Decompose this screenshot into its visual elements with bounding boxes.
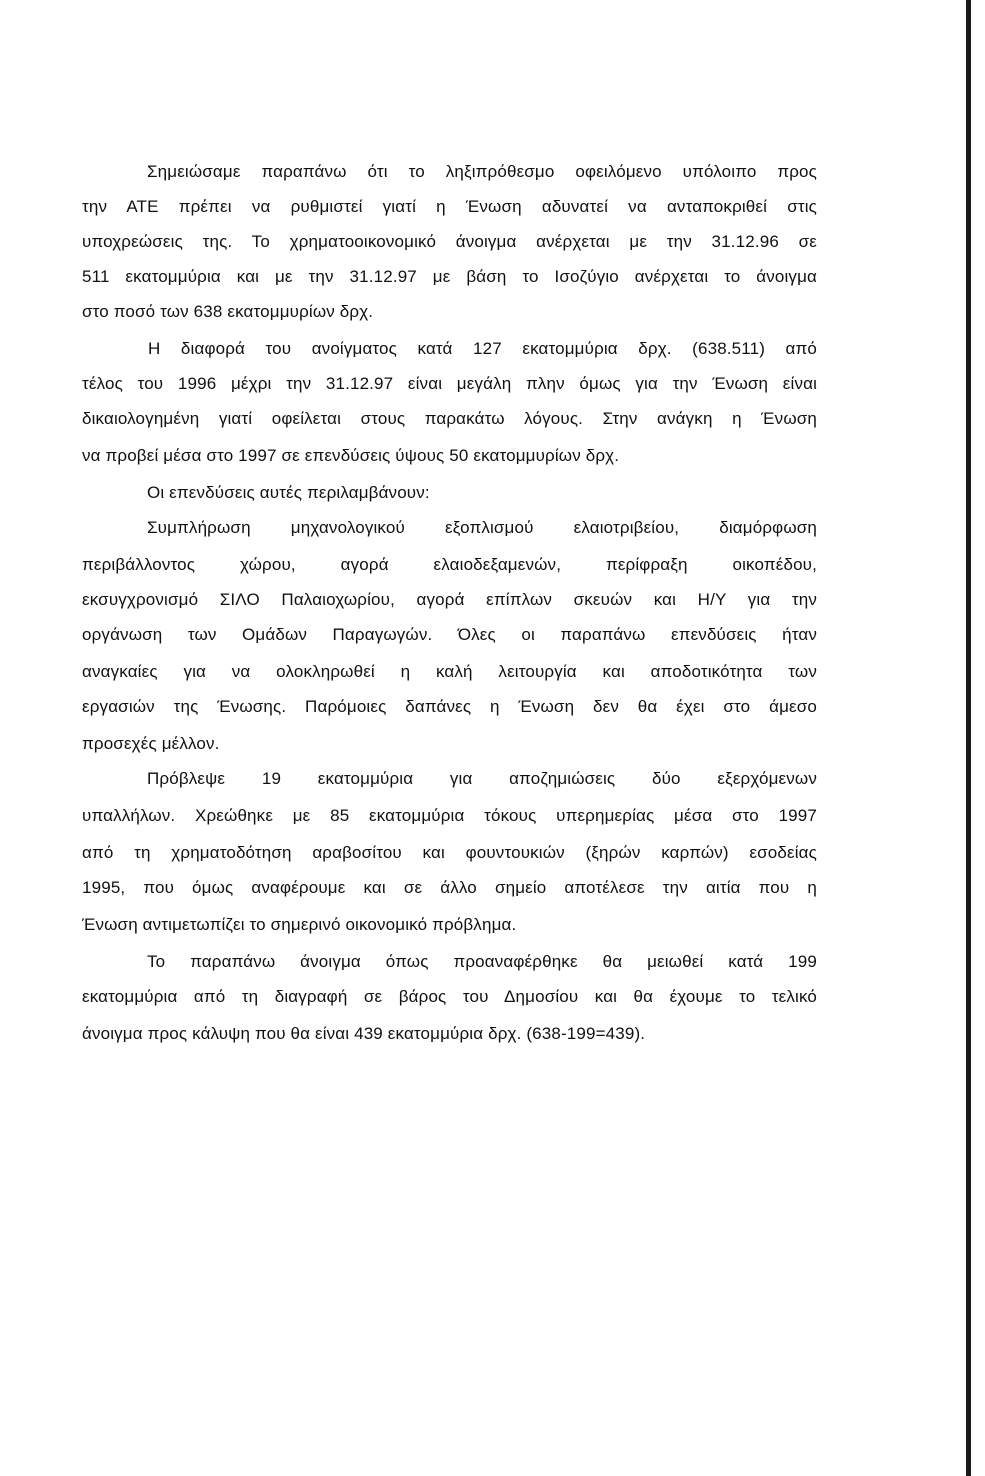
text-line: Σημειώσαμε παραπάνω ότι το ληξιπρόθεσμο οφειλόμενο υπόλοιπο προς	[147, 162, 817, 181]
text-line: περιβάλλοντος χώρου, αγορά ελαιοδεξαμενών, περίφραξη οικοπέδου,	[82, 555, 817, 574]
text-line: 511 εκατομμύρια και με την 31.12.97 με βάση το Ισοζύγιο ανέρχεται το άνοιγμα	[82, 267, 817, 286]
text-line: υποχρεώσεις της. Το χρηματοοικονομικό άνοιγμα ανέρχεται με την 31.12.96 σε	[82, 232, 817, 251]
text-line: εκατομμύρια από τη διαγραφή σε βάρος του Δημοσίου και θα έχουμε το τελικό	[82, 987, 817, 1006]
text-line: τέλος του 1996 μέχρι την 31.12.97 είναι μεγάλη πλην όμως για την Ένωση είναι	[82, 374, 817, 393]
text-line: άνοιγμα προς κάλυψη που θα είναι 439 εκατομμύρια δρχ. (638-199=439).	[82, 1024, 646, 1043]
text-line: 1995, που όμως αναφέρουμε και σε άλλο σημείο αποτέλεσε την αιτία που η	[82, 878, 817, 897]
text-line: υπαλλήλων. Χρεώθηκε με 85 εκατομμύρια τόκους υπερημερίας μέσα στο 1997	[82, 806, 817, 825]
page-edge-bar	[966, 0, 971, 1476]
text-line: Το παραπάνω άνοιγμα όπως προαναφέρθηκε θα μειωθεί κατά 199	[147, 952, 817, 971]
text-line: δικαιολογημένη γιατί οφείλεται στους παρακάτω λόγους. Στην ανάγκη η Ένωση	[82, 409, 817, 428]
text-line: στο ποσό των 638 εκατομμυρίων δρχ.	[82, 302, 374, 321]
text-line: να προβεί μέσα στο 1997 σε επενδύσεις ύψους 50 εκατομμυρίων δρχ.	[82, 446, 620, 465]
text-line: εκσυγχρονισμό ΣΙΛΟ Παλαιοχωρίου, αγορά επίπλων σκευών και Η/Υ για την	[82, 590, 817, 609]
text-line: Οι επενδύσεις αυτές περιλαμβάνουν:	[147, 483, 430, 502]
text-line: Συμπλήρωση μηχανολογικού εξοπλισμού ελαιοτριβείου, διαμόρφωση	[147, 518, 817, 537]
text-line: Η διαφορά του ανοίγματος κατά 127 εκατομμύρια δρχ. (638.511) από	[148, 339, 817, 358]
text-line: Ένωση αντιμετωπίζει το σημερινό οικονομικό πρόβλημα.	[82, 915, 517, 934]
text-line: Πρόβλεψε 19 εκατομμύρια για αποζημιώσεις δύο εξερχόμενων	[147, 769, 817, 788]
text-line: εργασιών της Ένωσης. Παρόμοιες δαπάνες η Ένωση δεν θα έχει στο άμεσο	[82, 697, 817, 716]
text-line: αναγκαίες για να ολοκληρωθεί η καλή λειτουργία και αποδοτικότητα των	[82, 662, 817, 681]
text-line: προσεχές μέλλον.	[82, 734, 220, 753]
text-line: την ΑΤΕ πρέπει να ρυθμιστεί γιατί η Ένωση αδυνατεί να ανταποκριθεί στις	[82, 197, 817, 216]
text-line: από τη χρηματοδότηση αραβοσίτου και φουντουκιών (ξηρών καρπών) εσοδείας	[82, 843, 817, 862]
text-line: οργάνωση των Ομάδων Παραγωγών. Όλες οι παραπάνω επενδύσεις ήταν	[82, 625, 817, 644]
